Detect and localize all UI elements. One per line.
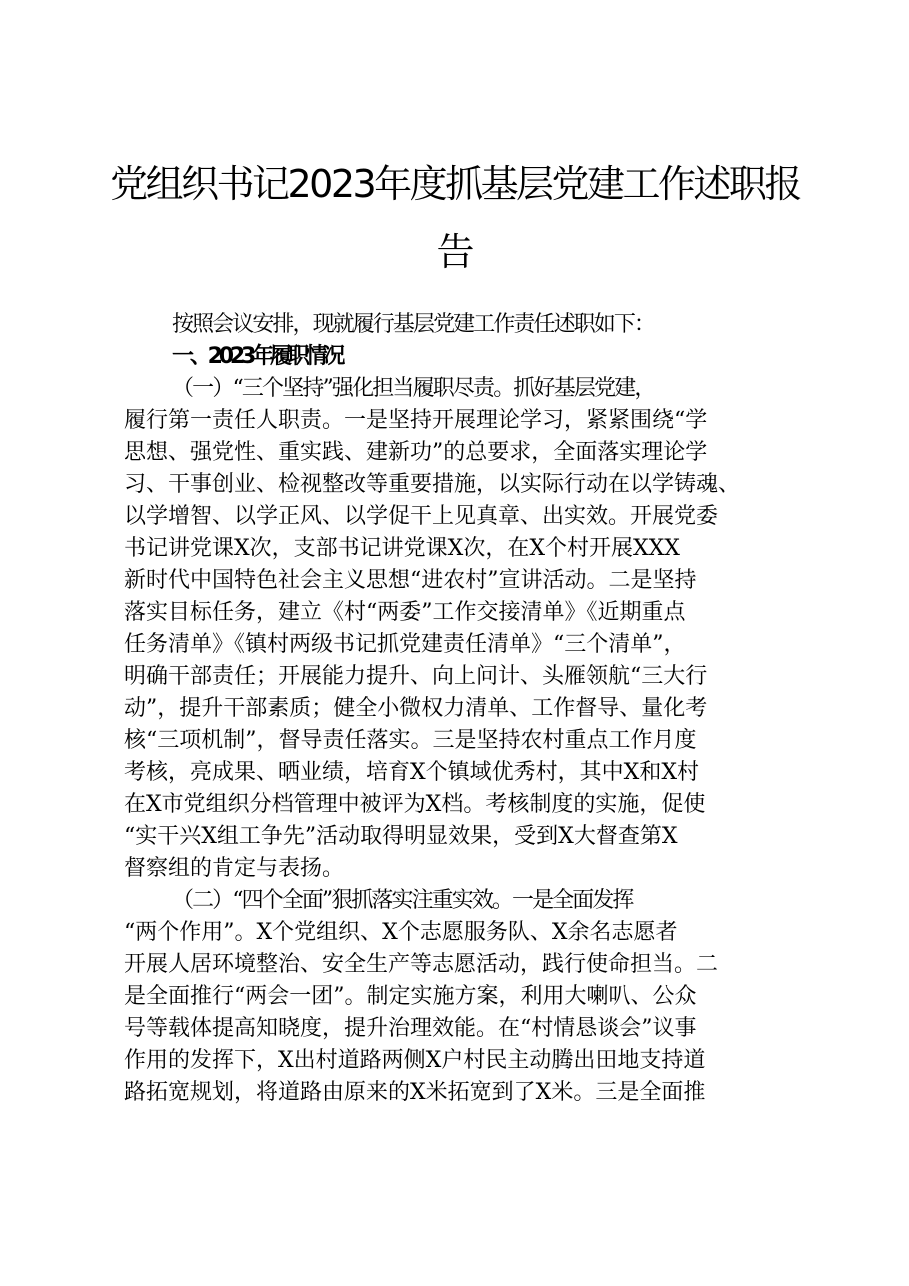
intro-paragraph: 按照会议安排，现就履行基层党建工作责任述职如下： [172, 312, 655, 337]
paragraph-line: 明确干部责任；开展能力提升、向上问计、头雁领航“三大行 [124, 664, 708, 689]
paragraph-line: 是全面推行“两会一团”。制定实施方案，利用大喇叭、公众 [124, 984, 697, 1009]
paragraph-line: 以学增智、以学正风、以学促干上见真章、出实效。开展党委 [124, 504, 719, 529]
paragraph-line: 开展人居环境整治、安全生产等志愿活动，践行使命担当。二 [124, 952, 719, 977]
paragraph-line: 号等载体提高知晓度，提升治理效能。在“村情恳谈会”议事 [124, 1016, 697, 1041]
paragraph-line: 思想、强党性、重实践、建新功”的总要求，全面落实理论学 [124, 440, 708, 465]
paragraph-line: “实干兴X组工争先”活动取得明显效果，受到X大督查第X [124, 824, 678, 849]
paragraph-line: 作用的发挥下，X出村道路两侧X户村民主动腾出田地支持道 [124, 1048, 706, 1073]
paragraph-line: 履行第一责任人职责。一是坚持开展理论学习，紧紧围绕“学 [124, 408, 708, 433]
paragraph-line: 督察组的肯定与表扬。 [124, 856, 345, 881]
paragraph-line: 考核，亮成果、晒业绩，培育X个镇域优秀村，其中X和X村 [124, 760, 699, 785]
paragraph-line: 新时代中国特色社会主义思想“进农村”宣讲活动。二是坚持 [124, 568, 697, 593]
document-title-line-1: 党组织书记2023年度抓基层党建工作述职报 [110, 162, 800, 206]
section-heading-1: 一、2023年履职情况 [172, 344, 342, 369]
paragraph-line: 习、干事创业、检视整改等重要措施，以实际行动在以学铸魂、 [124, 472, 741, 497]
paragraph-line: 核“三项机制”，督导责任落实。三是坚持农村重点工作月度 [124, 728, 697, 753]
paragraph-line: 路拓宽规划，将道路由原来的X米拓宽到了X米。三是全面推 [124, 1080, 706, 1105]
paragraph-line: 动”，提升干部素质；健全小微权力清单、工作督导、量化考 [124, 696, 708, 721]
document-title-line-2: 告 [436, 230, 474, 274]
paragraph-line: 落实目标任务，建立《村“两委”工作交接清单》《近期重点 [124, 600, 686, 625]
paragraph-line: （二）“四个全面”狠抓落实注重实效。一是全面发挥 [172, 888, 633, 913]
paragraph-line: 书记讲党课X次，支部书记讲党课X次，在X个村开展XXX [124, 536, 680, 561]
paragraph-line: （一）“三个坚持”强化担当履职尽责。抓好基层党建， [172, 376, 655, 401]
paragraph-line: 在X市党组织分档管理中被评为X档。考核制度的实施，促使 [124, 792, 706, 817]
paragraph-line: “两个作用”。X个党组织、X个志愿服务队、X余名志愿者 [124, 920, 678, 945]
paragraph-line: 任务清单》《镇村两级书记抓党建责任清单》“三个清单”， [124, 632, 686, 657]
